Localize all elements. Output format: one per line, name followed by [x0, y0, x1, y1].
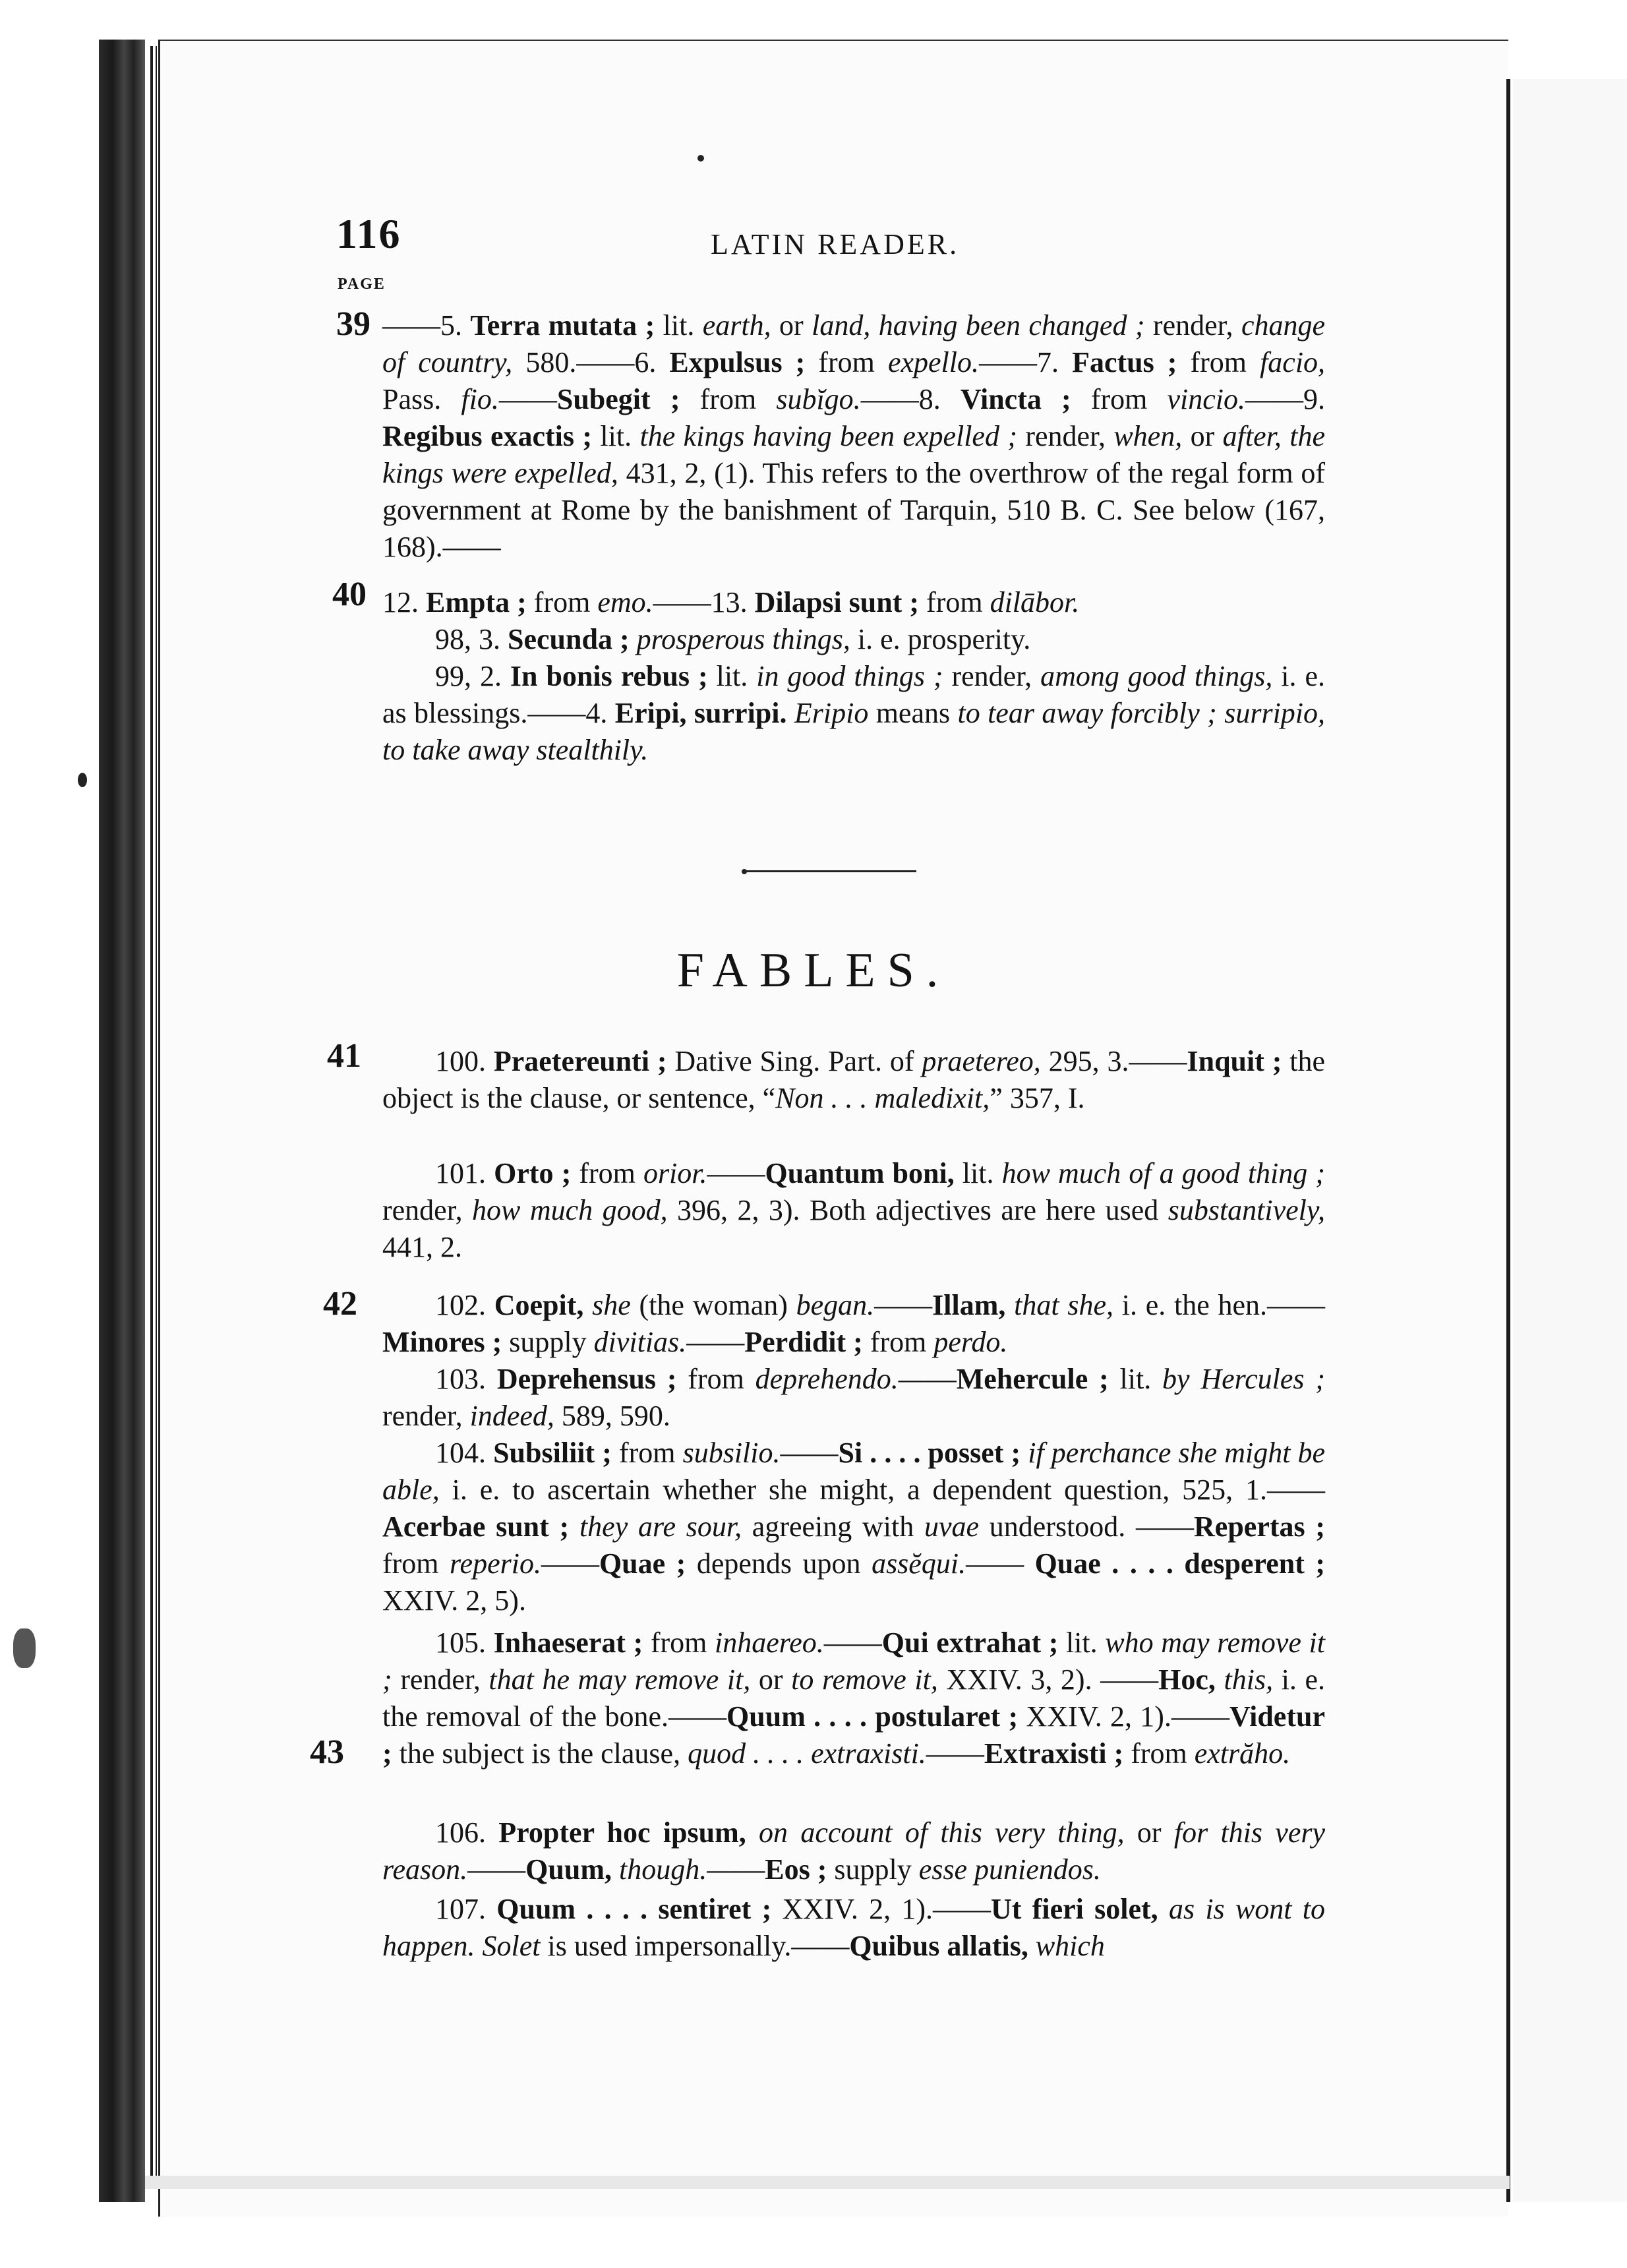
note-text [569, 1510, 579, 1543]
note-text: render, [943, 660, 1041, 692]
note-text: i. e. to ascertain whether she might, a dependent question, 525, 1.—— [439, 1474, 1325, 1506]
note-text: from [611, 1437, 683, 1469]
note-text: i. e. the removal of the bone.—— [382, 1663, 1326, 1733]
page-stack-line [156, 46, 157, 2182]
note-text: 589, 590. [554, 1400, 670, 1432]
note-text: 431, 2, (1). This refers to the overthrow of the regal form of government at Rome by the banishment of Tarquin, 510 B. C. See below (167, 168).—— [382, 457, 1325, 563]
italic-gloss: she [592, 1289, 631, 1321]
latin-lemma: Expulsus ; [669, 346, 806, 378]
italic-gloss: assĕqui. [872, 1547, 966, 1580]
note-paragraph [382, 584, 1325, 621]
latin-lemma: Si . . . . posset ; [838, 1437, 1021, 1469]
italic-gloss: if perchance she might be able, [382, 1437, 1326, 1506]
note-text: ” 357, I. [990, 1082, 1085, 1114]
note-text: from [680, 383, 777, 415]
latin-lemma: Inquit ; [1187, 1045, 1282, 1077]
facing-page-edge [1513, 79, 1627, 2202]
latin-lemma: Mehercule ; [956, 1363, 1109, 1395]
latin-lemma: Ut fieri solet, [991, 1893, 1158, 1925]
italic-gloss: when, [1113, 420, 1183, 452]
note-text: ——9. [1245, 383, 1326, 415]
speck [78, 773, 87, 787]
running-title: LATIN READER. [711, 228, 960, 260]
note-text: render, [382, 1194, 473, 1226]
note-text: the subject is the clause, [392, 1737, 688, 1770]
note-text: from [526, 586, 598, 618]
note-text: —— [707, 1853, 765, 1886]
italic-gloss: Eripio [794, 697, 869, 729]
note-text: —— [686, 1326, 745, 1358]
latin-lemma: Subegit ; [556, 383, 680, 415]
note-text: —— [780, 1437, 839, 1469]
note-paragraph [382, 1891, 1325, 1965]
note-text: from [676, 1363, 755, 1395]
note-text: —— [498, 383, 557, 415]
margin-page-number: 41 [327, 1037, 361, 1075]
latin-lemma: Regibus exactis ; [382, 420, 593, 452]
italic-gloss: perdo. [933, 1326, 1008, 1358]
italic-gloss: deprehendo. [755, 1363, 899, 1395]
note-text: XXIV. 2, 1).—— [771, 1893, 991, 1925]
latin-lemma: Quum . . . . sentiret ; [496, 1893, 772, 1925]
note-text [787, 697, 794, 729]
latin-lemma: Vincta ; [960, 383, 1071, 415]
italic-gloss: that she, [1014, 1289, 1114, 1321]
italic-gloss: facio, [1260, 346, 1326, 378]
italic-gloss: prosperous things, [636, 623, 850, 655]
note-text: from [382, 1547, 450, 1580]
latin-lemma: Acerbae sunt ; [382, 1510, 570, 1543]
note-paragraph [382, 1287, 1325, 1361]
note-paragraph [382, 1814, 1325, 1888]
note-text [630, 623, 637, 655]
note-text: lit. [954, 1157, 1002, 1189]
italic-gloss: esse puniendos. [918, 1853, 1101, 1886]
latin-lemma: Inhaeserat ; [493, 1626, 643, 1659]
latin-lemma: Coepit, [494, 1289, 584, 1321]
italic-gloss: Non . . . maledixit, [775, 1082, 990, 1114]
note-text: i. e. as blessings.——4. [382, 660, 1325, 729]
note-text: 100. [435, 1045, 494, 1077]
latin-lemma: Quibus allatis, [849, 1930, 1028, 1962]
note-text: from [1177, 346, 1260, 378]
note-text: render, [392, 1663, 489, 1696]
note-text: supply [827, 1853, 919, 1886]
note-text: XXIV. 3, 2). —— [937, 1663, 1159, 1696]
note-text: from [805, 346, 888, 378]
note-text: lit. [1058, 1626, 1106, 1659]
latin-lemma: Factus ; [1072, 346, 1177, 378]
speck [13, 1628, 36, 1668]
margin-page-number: 42 [323, 1285, 357, 1323]
note-text: 106. [435, 1816, 499, 1849]
note-text [1028, 1930, 1036, 1962]
note-text: from [862, 1326, 934, 1358]
latin-lemma: Quae ; [599, 1547, 686, 1580]
italic-gloss: they are sour, [579, 1510, 742, 1543]
latin-lemma: Quae . . . . desperent ; [1034, 1547, 1326, 1580]
italic-gloss: vincio. [1167, 383, 1246, 415]
italic-gloss: though. [618, 1853, 707, 1886]
latin-lemma: Perdidit ; [744, 1326, 863, 1358]
note-text: —— [541, 1547, 599, 1580]
latin-lemma: Quum, [525, 1853, 612, 1886]
italic-gloss: for this very reason. [382, 1816, 1326, 1886]
note-text: XXIV. 2, 1).—— [1018, 1700, 1229, 1733]
italic-gloss: fio. [461, 383, 499, 415]
latin-lemma: Propter hoc ipsum, [498, 1816, 746, 1849]
page-bottom-shadow [145, 2176, 1510, 2189]
italic-gloss: extrăho. [1194, 1737, 1291, 1770]
section-divider [745, 870, 916, 872]
italic-gloss: by Hercules ; [1162, 1363, 1326, 1395]
italic-gloss: on account of this very thing, [759, 1816, 1125, 1849]
note-text [1021, 1437, 1028, 1469]
note-text: ——7. [979, 346, 1073, 378]
note-text: ——8. [860, 383, 961, 415]
italic-gloss: orior. [643, 1157, 707, 1189]
note-text: from [919, 586, 990, 618]
note-text: 580.——6. [512, 346, 670, 378]
note-text: lit. [707, 660, 757, 692]
note-text: —— [898, 1363, 957, 1395]
note-text: or [771, 309, 812, 342]
note-text: or [1124, 1816, 1174, 1849]
page-stack-line [150, 46, 153, 2182]
note-text: render, [1017, 420, 1114, 452]
italic-gloss: emo. [597, 586, 653, 618]
note-text: from [1071, 383, 1168, 415]
latin-lemma: Orto ; [494, 1157, 572, 1189]
book-spine-edge [99, 40, 145, 2202]
italic-gloss: reperio. [450, 1547, 541, 1580]
latin-lemma: Eripi, surripi. [614, 697, 787, 729]
note-paragraph [382, 621, 1325, 658]
italic-gloss: inhaereo. [715, 1626, 824, 1659]
italic-gloss: the kings having been expelled ; [639, 420, 1017, 452]
italic-gloss: Solet [482, 1930, 541, 1962]
margin-page-number: 43 [310, 1733, 344, 1771]
speck [697, 155, 704, 162]
note-text: 104. [435, 1437, 494, 1469]
italic-gloss: praetereo, [922, 1045, 1041, 1077]
note-text: Pass. [382, 383, 461, 415]
note-text [1216, 1663, 1224, 1696]
note-text: render, [1144, 309, 1241, 342]
note-text: means [868, 697, 958, 729]
italic-gloss: as is wont to happen. [382, 1893, 1325, 1962]
latin-lemma: Dilapsi sunt ; [754, 586, 920, 618]
latin-lemma: Minores ; [382, 1326, 502, 1358]
latin-lemma: Repertas ; [1194, 1510, 1326, 1543]
note-text: ——5. [382, 309, 471, 342]
page-column-label: PAGE [338, 276, 386, 293]
note-text: 12. [382, 586, 426, 618]
note-text: —— [467, 1853, 526, 1886]
note-text: —— [926, 1737, 984, 1770]
latin-lemma: Subsiliit ; [493, 1437, 612, 1469]
note-text [583, 1289, 592, 1321]
italic-gloss: how much good, [472, 1194, 668, 1226]
note-text: from [1123, 1737, 1195, 1770]
latin-lemma: Empta ; [426, 586, 527, 618]
italic-gloss: how much of a good thing ; [1001, 1157, 1326, 1189]
italic-gloss: subĭgo. [776, 383, 861, 415]
note-text: 396, 2, 3). Both adjectives are here used [667, 1194, 1168, 1226]
note-text: XXIV. 2, 5). [382, 1584, 526, 1617]
note-text: Dative Sing. Part. of [666, 1045, 922, 1077]
note-text: i. e. prosperity. [850, 623, 1031, 655]
note-text: agreeing with [742, 1510, 924, 1543]
section-heading: FABLES. [676, 943, 951, 998]
note-text: 441, 2. [382, 1231, 462, 1263]
note-text [612, 1853, 619, 1886]
note-text: from [643, 1626, 715, 1659]
latin-lemma: Quum . . . . postularet ; [726, 1700, 1019, 1733]
latin-lemma: Deprehensus ; [496, 1363, 677, 1395]
margin-page-number: 39 [336, 305, 370, 343]
note-text: —— [707, 1157, 765, 1189]
note-text: or [1182, 420, 1223, 452]
note-text [475, 1930, 483, 1962]
italic-gloss: that he may remove it, [488, 1663, 751, 1696]
latin-lemma: Extraxisti ; [984, 1737, 1124, 1770]
note-text: lit. [655, 309, 703, 342]
note-paragraph [382, 658, 1325, 769]
note-text: 101. [435, 1157, 494, 1189]
italic-gloss: change of country, [382, 309, 1326, 378]
italic-gloss: after, the kings were expelled, [382, 420, 1325, 489]
italic-gloss: this, [1224, 1663, 1274, 1696]
note-text: or [750, 1663, 792, 1696]
latin-lemma: Praetereunti ; [493, 1045, 667, 1077]
note-text: from [571, 1157, 643, 1189]
italic-gloss: among good things, [1040, 660, 1273, 692]
note-text: —— [966, 1547, 1035, 1580]
italic-gloss: who may remove it ; [382, 1626, 1325, 1696]
italic-gloss: to tear away forcibly ; surripio, to take away stealthily. [382, 697, 1326, 766]
note-text: 295, 3.—— [1040, 1045, 1187, 1077]
page-number: 116 [336, 210, 401, 257]
italic-gloss: began. [796, 1289, 875, 1321]
note-paragraph [382, 307, 1325, 566]
note-paragraph [382, 1435, 1325, 1619]
italic-gloss: land, having been changed ; [812, 309, 1145, 342]
note-text: understood. —— [979, 1510, 1195, 1543]
note-text: 105. [435, 1626, 494, 1659]
latin-lemma: Secunda ; [508, 623, 630, 655]
latin-lemma: Videtur ; [382, 1700, 1325, 1770]
italic-gloss: indeed, [469, 1400, 554, 1432]
note-paragraph [382, 1043, 1325, 1117]
italic-gloss: uvae [924, 1510, 980, 1543]
note-text: 102. [435, 1289, 494, 1321]
margin-page-number: 40 [332, 576, 367, 613]
note-text: lit. [1108, 1363, 1163, 1395]
note-text: 107. [435, 1893, 497, 1925]
note-text [746, 1816, 759, 1849]
note-text: lit. [592, 420, 640, 452]
note-text: 98, 3. [435, 623, 508, 655]
latin-lemma: Illam, [932, 1289, 1006, 1321]
italic-gloss: divitias. [593, 1326, 687, 1358]
note-paragraph [382, 1625, 1325, 1772]
italic-gloss: substantively, [1168, 1194, 1326, 1226]
italic-gloss: earth, [702, 309, 771, 342]
latin-lemma: In bonis rebus ; [510, 660, 708, 692]
note-text: supply [502, 1326, 594, 1358]
note-text: ——13. [653, 586, 755, 618]
note-text: i. e. the hen.—— [1113, 1289, 1326, 1321]
italic-gloss: quod . . . . extraxisti. [688, 1737, 926, 1770]
note-text: is used impersonally.—— [540, 1930, 850, 1962]
note-paragraph [382, 1155, 1325, 1266]
latin-lemma: Hoc, [1158, 1663, 1216, 1696]
italic-gloss: in good things ; [756, 660, 943, 692]
page-gutter-edge [1506, 79, 1510, 2202]
note-text: render, [382, 1400, 470, 1432]
italic-gloss: to remove it, [791, 1663, 938, 1696]
note-text: 99, 2. [435, 660, 510, 692]
latin-lemma: Qui extrahat ; [881, 1626, 1059, 1659]
italic-gloss: subsilio. [682, 1437, 781, 1469]
italic-gloss: expello. [887, 346, 979, 378]
note-text: 103. [435, 1363, 497, 1395]
italic-gloss: which [1035, 1930, 1105, 1962]
latin-lemma: Quantum boni, [765, 1157, 955, 1189]
note-text: —— [874, 1289, 933, 1321]
note-text [1158, 1893, 1169, 1925]
note-text [1005, 1289, 1014, 1321]
latin-lemma: Terra mutata ; [470, 309, 655, 342]
italic-gloss: dilābor. [990, 586, 1080, 618]
latin-lemma: Eos ; [765, 1853, 827, 1886]
note-text: the object is the clause, or sentence, “ [382, 1045, 1325, 1114]
note-text: —— [823, 1626, 882, 1659]
note-text: depends upon [686, 1547, 872, 1580]
note-paragraph [382, 1361, 1325, 1435]
note-text: (the woman) [630, 1289, 796, 1321]
